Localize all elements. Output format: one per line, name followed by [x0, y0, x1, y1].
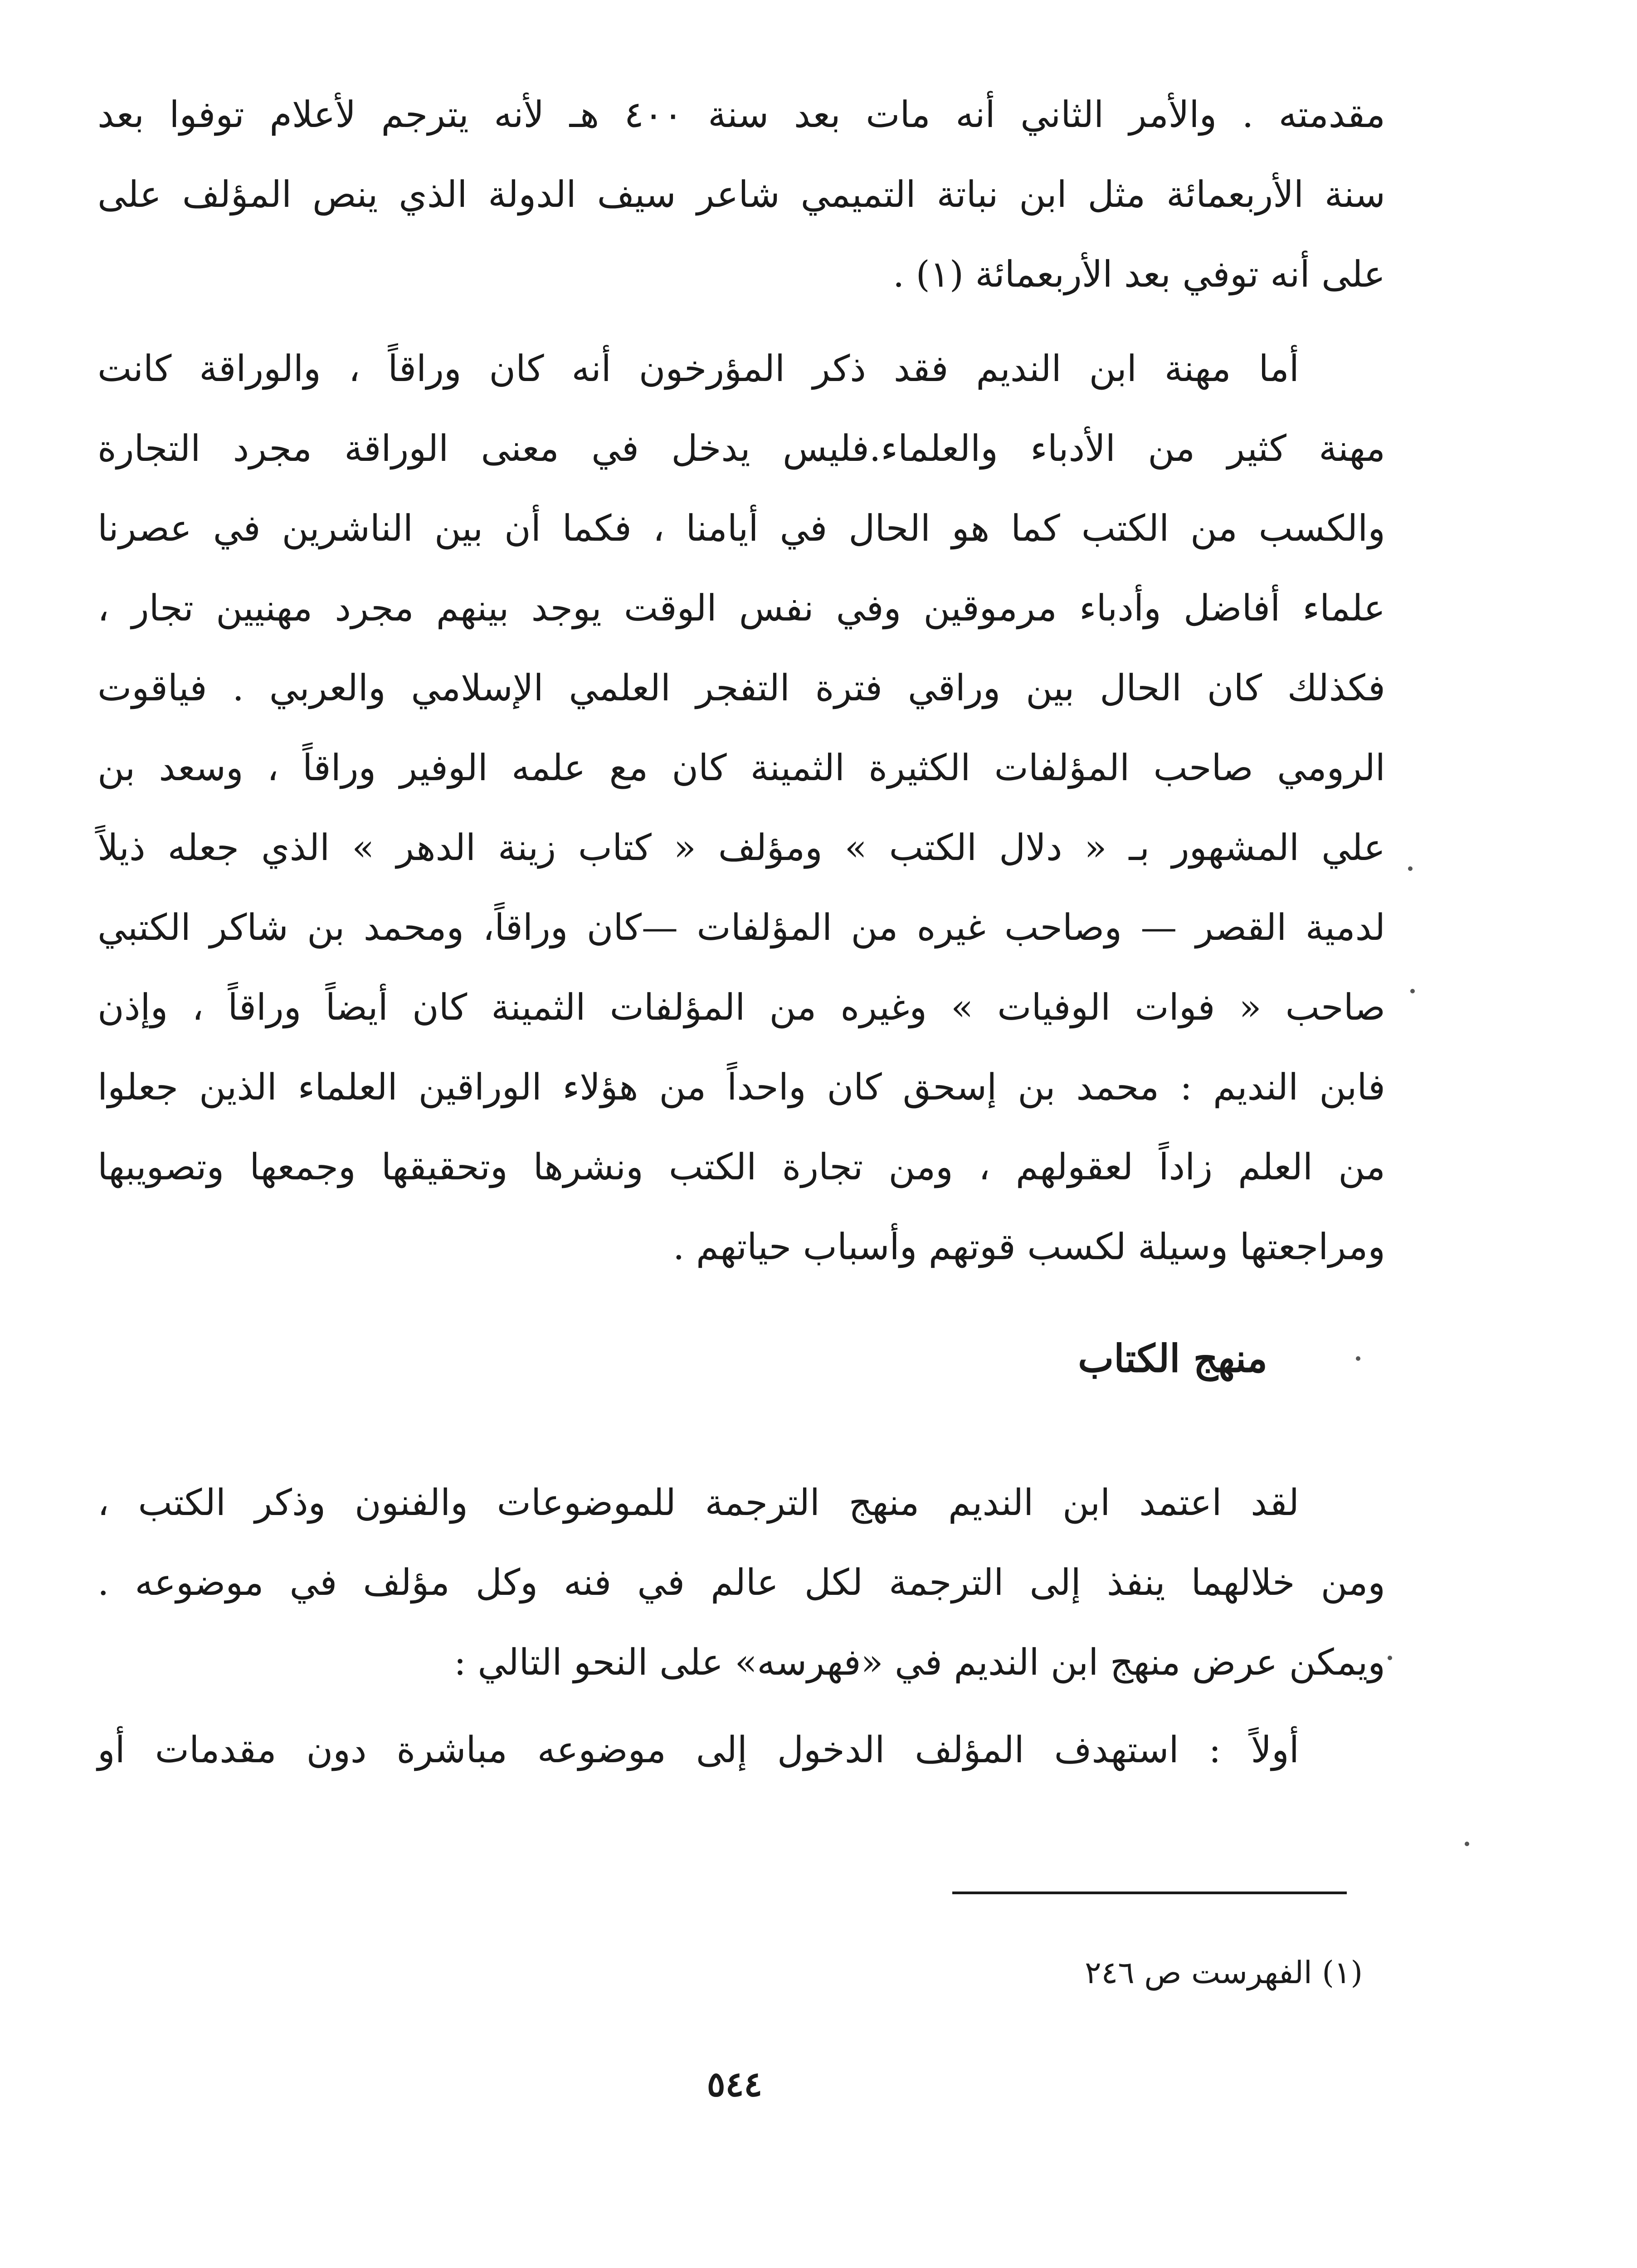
paragraph-line: علي المشهور بـ « دلال الكتب » ومؤلف « كتاب زينة الدهر » الذي جعله ذيلاً — [97, 826, 1385, 869]
paragraph-line: مهنة كثير من الأدباء والعلماء.فليس يدخل في معنى الوراقة مجرد التجارة — [97, 427, 1385, 469]
paragraph-line: على أنه توفي بعد الأربعمائة (١) . — [892, 253, 1385, 295]
paragraph-method — [97, 1463, 1385, 1702]
paragraph-line: أولاً : استهدف المؤلف الدخول إلى موضوعه مباشرة دون مقدمات أو — [97, 1729, 1299, 1771]
paragraph-line: صاحب « فوات الوفيات » وغيره من المؤلفات الثمينة كان أيضاً وراقاً ، وإذن — [97, 986, 1385, 1028]
paragraph-line: ومراجعتها وسيلة لكسب قوتهم وأسباب حياتهم . — [673, 1226, 1385, 1268]
scan-speck — [1408, 866, 1413, 871]
footnote: (١) الفهرست ص ٢٤٦ — [1085, 1955, 1363, 1991]
paragraph-line: فابن النديم : محمد بن إسحق كان واحداً من هؤلاء الوراقين العلماء الذين جعلوا — [97, 1066, 1385, 1108]
paragraph-line: الرومي صاحب المؤلفات الكثيرة الثمينة كان مع علمه الوفير وراقاً ، وسعد بن — [97, 747, 1385, 789]
paragraph-line: مقدمته . والأمر الثاني أنه مات بعد سنة ٤٠٠ هـ لأنه يترجم لأعلام توفوا بعد — [97, 93, 1386, 136]
paragraph-line: ومن خلالهما ينفذ إلى الترجمة لكل عالم في فنه وكل مؤلف في موضوعه . — [97, 1561, 1385, 1603]
paragraph-line: سنة الأربعمائة مثل ابن نباتة التميمي شاعر سيف الدولة الذي ينص المؤلف على — [97, 173, 1385, 215]
paragraph-first-point — [97, 1710, 1385, 1790]
paragraph-line: ويمكن عرض منهج ابن النديم في «فهرسه» على النحو التالي : — [454, 1641, 1385, 1683]
paragraph-line: والكسب من الكتب كما هو الحال في أيامنا ، فكما أن بين الناشرين في عصرنا — [97, 507, 1385, 549]
scan-speck — [1465, 1842, 1469, 1846]
page-number: ٥٤٤ — [706, 2064, 763, 2104]
scan-speck — [1410, 989, 1415, 993]
paragraph-line: لقد اعتمد ابن النديم منهج الترجمة للموضوعات والفنون وذكر الكتب ، — [97, 1481, 1299, 1524]
paragraph-line: لدمية القصر — وصاحب غيره من المؤلفات —كان وراقاً، ومحمد بن شاكر الكتبي — [97, 906, 1385, 948]
section-heading: منهج الكتاب — [1078, 1336, 1267, 1381]
paragraph-intro — [97, 75, 1385, 314]
paragraph-profession — [97, 329, 1385, 1287]
paragraph-line: أما مهنة ابن النديم فقد ذكر المؤرخون أنه كان وراقاً ، والوراقة كانت — [97, 347, 1299, 390]
paragraph-line: من العلم زاداً لعقولهم ، ومن تجارة الكتب ونشرها وتحقيقها وجمعها وتصويبها — [97, 1146, 1385, 1188]
paragraph-line: فكذلك كان الحال بين وراقي فترة التفجر العلمي الإسلامي والعربي . فياقوت — [97, 667, 1386, 709]
scan-speck — [1388, 1656, 1392, 1660]
paragraph-line: علماء أفاضل وأدباء مرموقين وفي نفس الوقت يوجد بينهم مجرد مهنيين تجار ، — [97, 587, 1385, 629]
footnote-rule — [952, 1892, 1347, 1894]
scan-speck — [1356, 1356, 1360, 1361]
